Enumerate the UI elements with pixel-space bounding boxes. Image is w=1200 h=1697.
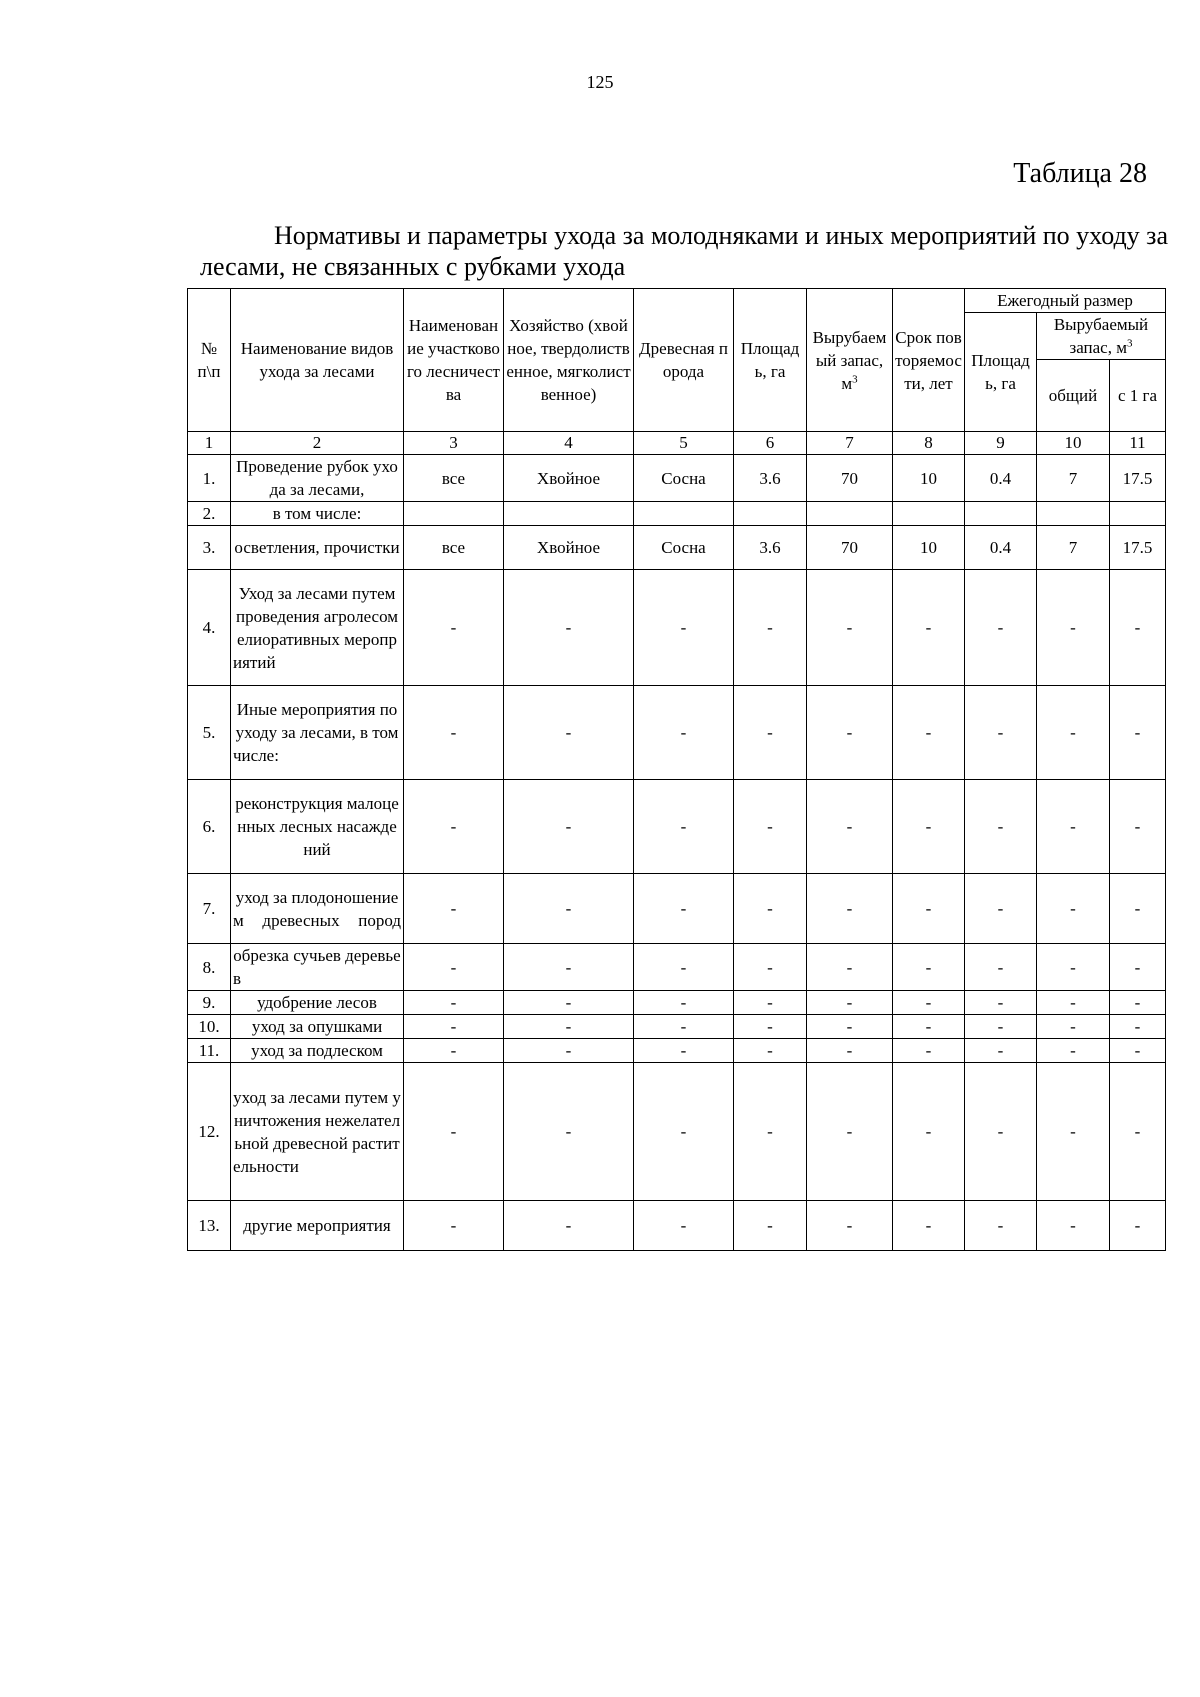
row-name: удобрение лесов: [231, 991, 404, 1015]
row-species: -: [634, 1039, 734, 1063]
column-number: 9: [965, 432, 1037, 455]
row-annual-per-ha: 17.5: [1110, 455, 1166, 502]
header-area: Площадь, га: [734, 289, 807, 432]
header-species: Древесная порода: [634, 289, 734, 432]
row-annual-per-ha: -: [1110, 944, 1166, 991]
row-area: -: [734, 991, 807, 1015]
row-period: 10: [893, 526, 965, 570]
row-annual-area: -: [965, 686, 1037, 780]
row-area: -: [734, 780, 807, 874]
row-stock: -: [807, 570, 893, 686]
column-number: 4: [504, 432, 634, 455]
row-annual-area: -: [965, 780, 1037, 874]
table-body: [188, 432, 1166, 1251]
row-forestry: -: [404, 991, 504, 1015]
row-forestry: [404, 502, 504, 526]
row-species: -: [634, 570, 734, 686]
row-area: -: [734, 1039, 807, 1063]
row-annual-area: -: [965, 991, 1037, 1015]
row-forestry: -: [404, 1063, 504, 1201]
row-forestry: -: [404, 1039, 504, 1063]
row-name: другие мероприятия: [231, 1201, 404, 1251]
row-annual-per-ha: -: [1110, 874, 1166, 944]
row-annual-area: -: [965, 944, 1037, 991]
row-annual-per-ha: -: [1110, 1015, 1166, 1039]
row-annual-area: -: [965, 1039, 1037, 1063]
document-title: Нормативы и параметры ухода за молодняками и иных мероприятий по уходу за лесами, не связанных с рубками ухода: [200, 221, 1168, 281]
row-name: уход за подлеском: [231, 1039, 404, 1063]
row-forestry: все: [404, 455, 504, 502]
row-species: Сосна: [634, 526, 734, 570]
row-stock: -: [807, 686, 893, 780]
row-annual-per-ha: [1110, 502, 1166, 526]
row-farm: [504, 502, 634, 526]
row-stock: -: [807, 874, 893, 944]
row-annual-area: 0.4: [965, 526, 1037, 570]
row-annual-per-ha: -: [1110, 991, 1166, 1015]
header-annual-stock-label: Вырубаемый запас, м: [1053, 315, 1149, 357]
row-annual-area: 0.4: [965, 455, 1037, 502]
header-stock-sup: 3: [852, 372, 858, 385]
row-number: 7.: [188, 874, 231, 944]
column-number: 1: [188, 432, 231, 455]
row-name: Иные мероприятия по уходу за лесами, в том числе:: [231, 686, 404, 780]
row-number: 4.: [188, 570, 231, 686]
row-annual-per-ha: -: [1110, 1201, 1166, 1251]
table-row: [188, 944, 1166, 991]
header-per-ha: с 1 га: [1110, 360, 1166, 432]
row-annual-area: -: [965, 874, 1037, 944]
row-species: -: [634, 944, 734, 991]
header-stock: [807, 289, 893, 432]
header-annual-stock: [1037, 313, 1166, 360]
row-farm: -: [504, 1015, 634, 1039]
row-forestry: -: [404, 944, 504, 991]
column-number: 11: [1110, 432, 1166, 455]
header-farm: Хозяйство (хвойное, твердолиственное, мягколиственное): [504, 289, 634, 432]
table-row: [188, 1015, 1166, 1039]
row-species: -: [634, 1201, 734, 1251]
row-name: реконструкция малоценных лесных насаждений: [231, 780, 404, 874]
row-annual-per-ha: -: [1110, 1039, 1166, 1063]
row-number: 6.: [188, 780, 231, 874]
row-forestry: -: [404, 1015, 504, 1039]
row-farm: -: [504, 944, 634, 991]
page-number: 125: [586, 72, 614, 92]
row-species: -: [634, 686, 734, 780]
row-farm: Хвойное: [504, 526, 634, 570]
table-row: [188, 686, 1166, 780]
row-name: в том числе:: [231, 502, 404, 526]
header-annual: Ежегодный размер: [965, 289, 1166, 313]
table-label: Таблица 28: [1013, 158, 1147, 189]
row-annual-area: -: [965, 570, 1037, 686]
row-period: -: [893, 874, 965, 944]
column-number-row: [188, 432, 1166, 455]
row-area: 3.6: [734, 526, 807, 570]
norms-table: [187, 288, 1166, 1251]
row-number: 10.: [188, 1015, 231, 1039]
row-annual-total: [1037, 502, 1110, 526]
row-annual-area: -: [965, 1201, 1037, 1251]
row-species: -: [634, 780, 734, 874]
row-farm: -: [504, 570, 634, 686]
row-period: [893, 502, 965, 526]
row-annual-per-ha: -: [1110, 1063, 1166, 1201]
table-row: [188, 455, 1166, 502]
row-period: -: [893, 1039, 965, 1063]
row-annual-total: -: [1037, 874, 1110, 944]
row-period: -: [893, 1201, 965, 1251]
row-number: 5.: [188, 686, 231, 780]
row-stock: -: [807, 1201, 893, 1251]
row-number: 9.: [188, 991, 231, 1015]
row-farm: -: [504, 991, 634, 1015]
row-number: 3.: [188, 526, 231, 570]
row-stock: -: [807, 1039, 893, 1063]
row-species: -: [634, 1015, 734, 1039]
row-farm: Хвойное: [504, 455, 634, 502]
table-row: [188, 502, 1166, 526]
row-annual-total: -: [1037, 944, 1110, 991]
row-number: 8.: [188, 944, 231, 991]
row-annual-per-ha: -: [1110, 570, 1166, 686]
row-annual-total: -: [1037, 780, 1110, 874]
row-stock: [807, 502, 893, 526]
row-species: -: [634, 1063, 734, 1201]
row-period: -: [893, 1063, 965, 1201]
row-annual-total: 7: [1037, 526, 1110, 570]
row-name: осветления, прочистки: [231, 526, 404, 570]
row-area: -: [734, 1201, 807, 1251]
row-annual-area: [965, 502, 1037, 526]
row-stock: -: [807, 944, 893, 991]
table-row: [188, 874, 1166, 944]
header-stock-label: Вырубаемый запас, м: [812, 327, 887, 393]
column-number: 8: [893, 432, 965, 455]
row-annual-total: -: [1037, 1063, 1110, 1201]
row-annual-total: 7: [1037, 455, 1110, 502]
header-total: общий: [1037, 360, 1110, 432]
table-row: [188, 1063, 1166, 1201]
row-area: -: [734, 686, 807, 780]
row-forestry: -: [404, 570, 504, 686]
row-name: Проведение рубок ухода за лесами,: [231, 455, 404, 502]
row-forestry: -: [404, 686, 504, 780]
column-number: 5: [634, 432, 734, 455]
row-species: Сосна: [634, 455, 734, 502]
column-number: 3: [404, 432, 504, 455]
row-forestry: -: [404, 780, 504, 874]
row-farm: -: [504, 874, 634, 944]
row-forestry: -: [404, 874, 504, 944]
table-row: [188, 991, 1166, 1015]
row-stock: -: [807, 1015, 893, 1039]
row-stock: -: [807, 1063, 893, 1201]
row-annual-total: -: [1037, 1015, 1110, 1039]
column-number: 6: [734, 432, 807, 455]
row-farm: -: [504, 686, 634, 780]
row-annual-area: -: [965, 1015, 1037, 1039]
row-area: -: [734, 944, 807, 991]
row-annual-total: -: [1037, 570, 1110, 686]
row-name: Уход за лесами путем проведения агролесомелиоративных мероприятий: [231, 570, 404, 686]
row-species: -: [634, 991, 734, 1015]
row-farm: -: [504, 1039, 634, 1063]
row-area: [734, 502, 807, 526]
row-annual-total: -: [1037, 686, 1110, 780]
header-annual-area: Площадь, га: [965, 313, 1037, 432]
table-row: [188, 1201, 1166, 1251]
header-forestry: Наименование участкового лесничества: [404, 289, 504, 432]
row-annual-per-ha: 17.5: [1110, 526, 1166, 570]
row-period: -: [893, 570, 965, 686]
row-stock: -: [807, 991, 893, 1015]
row-annual-total: -: [1037, 1201, 1110, 1251]
row-forestry: все: [404, 526, 504, 570]
column-number: 7: [807, 432, 893, 455]
row-number: 2.: [188, 502, 231, 526]
row-farm: -: [504, 1201, 634, 1251]
row-farm: -: [504, 1063, 634, 1201]
row-annual-per-ha: -: [1110, 686, 1166, 780]
row-name: уход за лесами путем уничтожения нежелательной древесной растительности: [231, 1063, 404, 1201]
table-row: [188, 780, 1166, 874]
row-number: 1.: [188, 455, 231, 502]
row-period: -: [893, 1015, 965, 1039]
row-annual-per-ha: -: [1110, 780, 1166, 874]
header-annual-stock-sup: 3: [1126, 337, 1133, 350]
row-period: -: [893, 686, 965, 780]
table-row: [188, 526, 1166, 570]
row-area: -: [734, 1015, 807, 1039]
row-period: 10: [893, 455, 965, 502]
header-name: Наименование видов ухода за лесами: [231, 289, 404, 432]
table-row: [188, 1039, 1166, 1063]
row-forestry: -: [404, 1201, 504, 1251]
row-species: [634, 502, 734, 526]
row-area: 3.6: [734, 455, 807, 502]
row-area: -: [734, 1063, 807, 1201]
row-farm: -: [504, 780, 634, 874]
row-number: 13.: [188, 1201, 231, 1251]
table-header: [188, 289, 1166, 432]
row-name: уход за опушками: [231, 1015, 404, 1039]
row-area: -: [734, 874, 807, 944]
header-period: Срок повторяемости, лет: [893, 289, 965, 432]
row-period: -: [893, 944, 965, 991]
row-annual-total: -: [1037, 1039, 1110, 1063]
row-annual-total: -: [1037, 991, 1110, 1015]
row-period: -: [893, 991, 965, 1015]
row-number: 11.: [188, 1039, 231, 1063]
row-period: -: [893, 780, 965, 874]
column-number: 10: [1037, 432, 1110, 455]
row-stock: -: [807, 780, 893, 874]
row-stock: 70: [807, 526, 893, 570]
row-stock: 70: [807, 455, 893, 502]
row-area: -: [734, 570, 807, 686]
column-number: 2: [231, 432, 404, 455]
row-name: уход за плодоношением древесных пород: [231, 874, 404, 944]
row-name: обрезка сучьев деревьев: [231, 944, 404, 991]
row-number: 12.: [188, 1063, 231, 1201]
header-num: № п\п: [188, 289, 231, 432]
row-species: -: [634, 874, 734, 944]
row-annual-area: -: [965, 1063, 1037, 1201]
table-row: [188, 570, 1166, 686]
